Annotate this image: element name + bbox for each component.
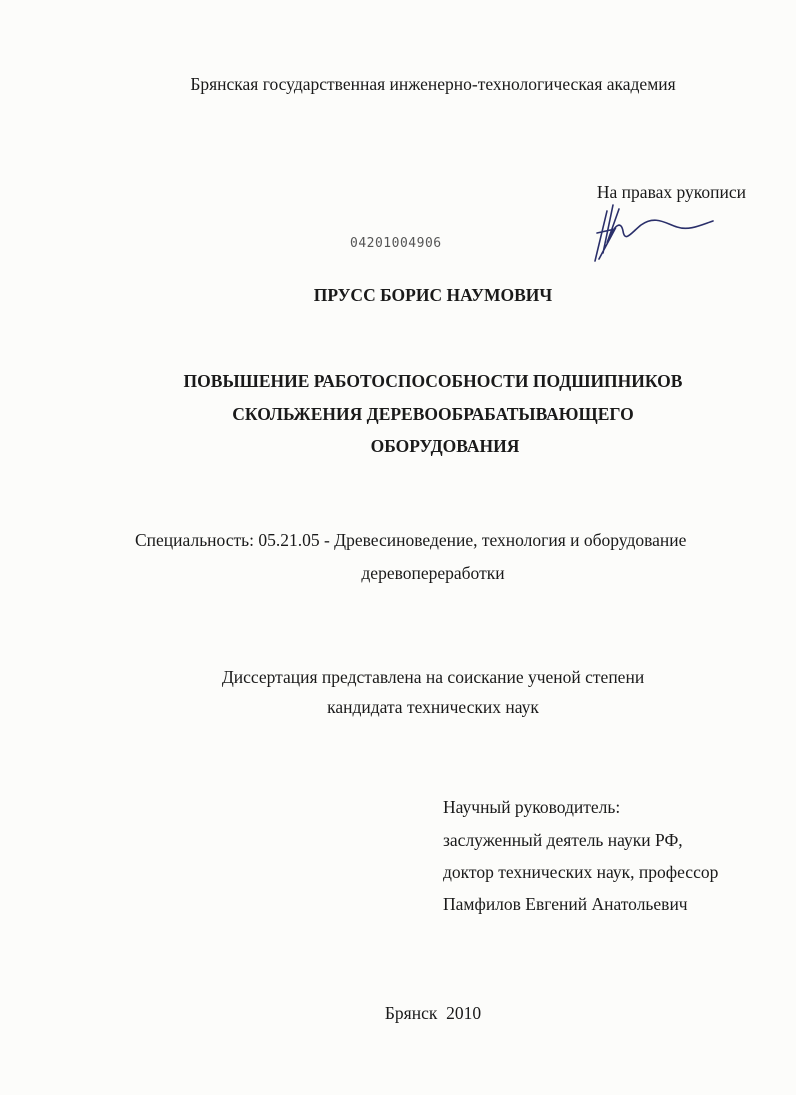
supervisor-line: заслуженный деятель науки РФ, [443,830,683,850]
supervisor-line: Научный руководитель: [443,797,621,817]
city-year: Брянск 2010 [384,1003,482,1023]
signature-image [585,203,725,265]
title-line: СКОЛЬЖЕНИЯ ДЕРЕВООБРАБАТЫВАЮЩЕГО [232,404,634,424]
title-line: ОБОРУДОВАНИЯ [370,436,520,456]
specialty-line: деревопереработки [361,563,505,583]
manuscript-rights-note: На правах рукописи [596,182,746,202]
supervisor-line: Памфилов Евгений Анатольевич [443,894,688,914]
specialty-line: Специальность: 05.21.05 - Древесиноведение, технология и оборудование [135,530,687,550]
institution-name: Брянская государственная инженерно-технологическая академия [190,74,676,94]
degree-line: Диссертация представлена на соискание ученой степени [221,667,645,687]
degree-line: кандидата технических наук [327,697,539,717]
title-line: ПОВЫШЕНИЕ РАБОТОСПОСОБНОСТИ ПОДШИПНИКОВ [183,371,683,391]
archive-number: 04201004906 [350,236,442,251]
author-name: ПРУСС БОРИС НАУМОВИЧ [313,285,553,305]
supervisor-line: доктор технических наук, профессор [443,862,719,882]
